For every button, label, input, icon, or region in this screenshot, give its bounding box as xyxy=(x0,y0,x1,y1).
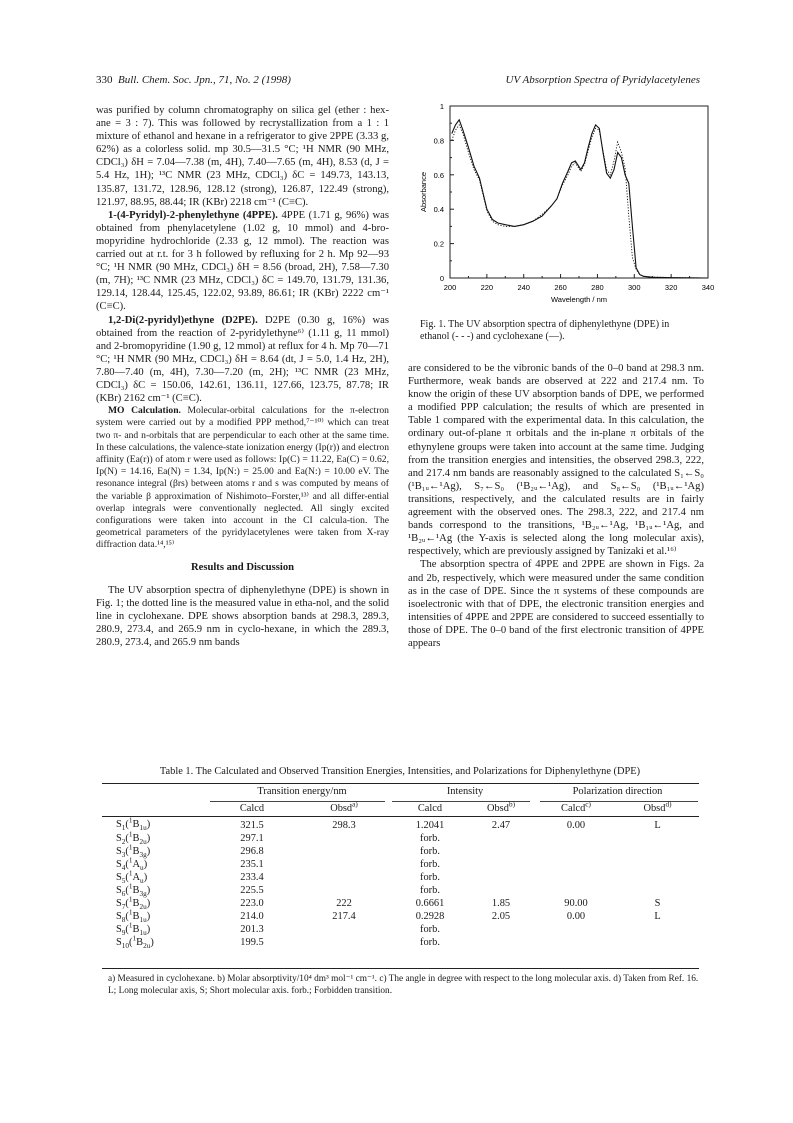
table-cell xyxy=(616,832,699,845)
table-cell xyxy=(616,845,699,858)
x-tick-label: 300 xyxy=(628,283,641,292)
paragraph: 1,2-Di(2-pyridyl)ethyne (D2PE). D2PE (0.30 g, 16%) was obtained from the reaction of 2-pyridylethyne⁶⁾ (1.11 g, 11 mmol) and 2-bromopyridine (1.90 g, 12 mmol) at reflux for 4 h. Mp 70—71 °C; ¹H NMR (90 MHz, CDCl₃) δH = 8.64 (dt, J = 5.0, 1.4 Hz, 2H), 7.80—7.40 (m, 4H), 7.30—7.20 (m, 2H); ¹³C NMR (23 MHz, CDCl₃) δC = 150.06, 142.61, 136.11, 127.66, 123.75, 87.78; IR (KBr) 2162 cm⁻¹ (C≡C). xyxy=(96,314,389,405)
column-group-header: Transition energy/nm xyxy=(257,786,347,797)
table-caption: Table 1. The Calculated and Observed Transition Energies, Intensities, and Polarizations for Diphenylethyne (DPE) xyxy=(159,766,641,777)
table-row xyxy=(102,897,699,910)
state-label: $S_5(^1A_u)$ xyxy=(116,869,148,886)
running-header xyxy=(96,74,700,86)
column-header: Calcd xyxy=(239,802,265,814)
table-cell xyxy=(294,884,394,897)
table-row xyxy=(102,845,699,858)
table-cell: forb. xyxy=(420,833,440,844)
table-cell xyxy=(536,832,616,845)
table-cell: forb. xyxy=(420,924,440,935)
table-cell: 0.00 xyxy=(566,911,586,922)
x-tick-label: 200 xyxy=(443,283,457,292)
table-cell: 1.2041 xyxy=(415,820,445,831)
section-title: Results and Discussion xyxy=(190,561,295,573)
x-tick-label: 340 xyxy=(701,283,715,292)
table-footnote: a) Measured in cyclohexane. b) Molar absorptivity/10⁴ dm³ mol⁻¹ cm⁻¹. c) The angle in degree with respect to the long molecular axis. d) Taken from Ref. 16. L; Long molecular axis, S; Short molecular axis. forb.; Forbidden transition. xyxy=(108,974,699,996)
table-row xyxy=(102,936,699,949)
plot-frame xyxy=(450,106,708,278)
table-cell: 2.05 xyxy=(491,911,511,922)
column-header: Obsd$^{a)}$ xyxy=(330,800,358,814)
y-tick-label: 0 xyxy=(439,274,444,283)
column-header: Obsd$^{b)}$ xyxy=(486,800,515,814)
section-run-in-heading: MO Calculation. xyxy=(108,405,181,417)
table-cell: S xyxy=(654,898,661,909)
cyclohexane-series-line xyxy=(452,120,708,278)
table-cell: L xyxy=(654,820,661,831)
table-bottom-rule xyxy=(102,968,699,969)
right-column xyxy=(408,362,704,650)
table-cell: 222 xyxy=(336,898,352,909)
table-cell xyxy=(536,923,616,936)
state-label: $S_2(^1B_{2u})$ xyxy=(116,830,151,847)
state-label: $S_7(^1B_{2u})$ xyxy=(116,895,151,912)
x-tick-label: 260 xyxy=(554,283,567,292)
column-group-header: Intensity xyxy=(446,786,484,797)
y-tick-label: 0.8 xyxy=(433,136,444,146)
table-cell: forb. xyxy=(420,937,440,948)
compound-heading: 1,2-Di(2-pyridyl)ethyne (D2PE). xyxy=(108,314,258,326)
table-cell: 217.4 xyxy=(332,911,356,922)
ethanol-series-line xyxy=(452,125,708,278)
running-title: UV Absorption Spectra of Pyridylacetylenes xyxy=(505,74,700,86)
table-cell xyxy=(616,936,699,949)
state-label: $S_6(^1B_{3g})$ xyxy=(116,882,151,899)
state-label: $S_9(^1B_{1u})$ xyxy=(116,921,151,938)
table-row xyxy=(102,832,699,845)
table-cell xyxy=(536,858,616,871)
table-cell xyxy=(466,884,536,897)
table-cell xyxy=(294,923,394,936)
column-header: Obsd$^{d)}$ xyxy=(643,800,672,814)
table-cell: 321.5 xyxy=(240,820,264,831)
table-sub-header-row xyxy=(102,800,699,816)
table-row xyxy=(102,884,699,897)
table-cell: 235.1 xyxy=(240,859,264,870)
y-tick-label: 0.6 xyxy=(433,170,444,180)
state-label: $S_1(^1B_{1u})$ xyxy=(116,816,151,832)
table-cell xyxy=(466,871,536,884)
table-cell xyxy=(616,884,699,897)
table-cell: 225.5 xyxy=(240,885,264,896)
state-label: $S_{10}(^1B_{2u})$ xyxy=(116,934,154,951)
table-cell xyxy=(536,845,616,858)
column-group-header: Polarization direction xyxy=(572,786,663,797)
figure-caption: Fig. 1. The UV absorption spectra of diphenylethyne (DPE) in ethanol (- - -) and cyclohexane (—). xyxy=(420,319,670,342)
table-cell xyxy=(536,884,616,897)
table-cell: forb. xyxy=(420,885,440,896)
page-number: 330 xyxy=(96,74,113,86)
table-row xyxy=(102,871,699,884)
table-cell xyxy=(616,923,699,936)
y-axis-label: Absorbance xyxy=(419,171,428,213)
table-cell xyxy=(294,832,394,845)
paragraph: are considered to be the vibronic bands of the 0–0 band at 298.3 nm. Furthermore, weak bands are observed at 222 and 217.4 nm. To know the origin of these UV absorption bands of DPE, we performed a modified PPP calculation; the results of which are presented in Table 1 compared with the experimental data. In this calculation, the ordinary out-of-plane π orbitals and the in-plane π orbitals of the ethynylene groups were taken into account at the same time. Judging from the transition energies and intensities, the observed 298.3, 222, and 217.4 nm bands are reasonably assigned to the calculated S₁←S₀ (¹B₁ᵤ←¹Ag), S₇←S₀ (¹B₂ᵤ←¹Ag), and S₈←S₀ (¹B₁ᵤ←¹Ag) transitions, respectively, and the calculated results are in fairly agreement with the observed ones. The 298.3, 222, and 217.4 nm bands correspond to the transitions, ¹B₂ᵤ←¹Ag, ¹B₁ᵤ←¹Ag, and ¹B₂ᵤ←¹Ag (the Y-axis is selected along the long molecular axis), respectively, which are previously assigned by Tanizaki et al.¹⁶⁾ xyxy=(408,363,704,558)
y-tick-label: 1 xyxy=(439,102,444,111)
table-cell xyxy=(294,936,394,949)
table-cell xyxy=(616,858,699,871)
uv-spectrum-chart xyxy=(412,98,715,320)
paragraph: The absorption spectra of 4PPE and 2PPE are shown in Figs. 2a and 2b, respectively, which were measured under the same condition as in the case of DPE. Since the π systems of these compounds are isoelectronic with that of DPE, the electronic transition energies and intensities of 4PPE and 2PPE are considered to succeed essentially to those of DPE. The 0–0 band of the first electronic transition of 4PPE appears xyxy=(408,559,704,649)
y-tick-label: 0.2 xyxy=(433,239,444,249)
table-cell xyxy=(536,936,616,949)
table-cell xyxy=(616,871,699,884)
y-tick-label: 0.4 xyxy=(433,205,444,215)
transition-table xyxy=(102,783,699,949)
table-row xyxy=(102,910,699,923)
table-cell: forb. xyxy=(420,872,440,883)
table-cell: forb. xyxy=(420,859,440,870)
table-cell xyxy=(294,871,394,884)
table-cell xyxy=(294,858,394,871)
x-tick-label: 240 xyxy=(517,283,530,292)
table-row xyxy=(102,923,699,936)
table-cell xyxy=(466,858,536,871)
state-label: $S_8(^1B_{1u})$ xyxy=(116,908,151,925)
x-tick-label: 320 xyxy=(664,283,678,292)
table-cell: 223.0 xyxy=(240,898,264,909)
table-cell: 199.5 xyxy=(240,937,264,948)
table-cell: 296.8 xyxy=(240,846,264,857)
table-cell: 233.4 xyxy=(240,872,264,883)
table-cell: 201.3 xyxy=(240,924,264,935)
state-label: $S_3(^1B_{3g})$ xyxy=(116,843,151,860)
paragraph: MO Calculation. Molecular-orbital calculations for the π-electron system were carried out by a modified PPP method,⁷⁻¹⁰⁾ which can treat two π- and n-orbitals that are perpendicular to each other at the same time. In these calculations, the valence-state ionization energy (Ip(r)) and electron affinity (Ea(r)) of atom r were used as follows: Ip(C) = 11.22, Ea(C) = 0.62, Ip(N) = 14.16, Ea(N) = 1.34, Ip(N:) = 25.00 and Ea(N:) = 10.00 eV. The resonance integral (βrs) between atoms r and s was computed by means of the variable β approximation of Nishimoto–Forster,¹³⁾ and all differ-ential overlap integrals were conventionally neglected. All singly excited configurations were taken into account in the CI calcula-tion. The geometrical parameters of the pyridylacetylenes were taken from X-ray diffraction data.¹⁴,¹⁵⁾ xyxy=(96,405,389,551)
column-header: Calcd xyxy=(417,802,443,814)
table-cell xyxy=(466,832,536,845)
table-cell: 90.00 xyxy=(564,898,588,909)
table-cell: 0.2928 xyxy=(415,911,445,922)
table-cell xyxy=(466,923,536,936)
table-cell: L xyxy=(654,911,661,922)
state-label: $S_4(^1A_u)$ xyxy=(116,856,148,873)
table-row xyxy=(102,816,699,832)
x-axis-label: Wavelength / nm xyxy=(551,295,607,304)
table-row xyxy=(102,858,699,871)
left-column xyxy=(96,104,389,649)
table-cell: 298.3 xyxy=(332,820,356,831)
table-cell: 0.6661 xyxy=(415,898,445,909)
table-cell: 0.00 xyxy=(566,820,586,831)
table-cell: 1.85 xyxy=(491,898,511,909)
table-cell: 297.1 xyxy=(240,833,264,844)
chart-series xyxy=(452,120,708,278)
journal-citation: Bull. Chem. Soc. Jpn., 71, No. 2 (1998) xyxy=(118,74,291,86)
table-group-header-row xyxy=(102,783,699,800)
table-cell xyxy=(536,871,616,884)
table-cell xyxy=(466,936,536,949)
table-cell: 214.0 xyxy=(240,911,264,922)
table-cell: 2.47 xyxy=(491,820,511,831)
x-tick-label: 220 xyxy=(480,283,494,292)
table-cell xyxy=(466,845,536,858)
paragraph: 1-(4-Pyridyl)-2-phenylethyne (4PPE). 4PPE (1.71 g, 96%) was obtained from phenylacetylene (1.02 g, 10 mmol) and 4-bro-mopyridine hydrochloride (2.33 g, 12 mmol). The reaction was carried out at r.t. for 3 h followed by refluxing for 2 h. Mp 92—93 °C; ¹H NMR (90 MHz, CDCl₃) δH = 8.56 (broad, 2H), 7.58—7.30 (m, 7H); ¹³C NMR (23 MHz, CDCl₃) δC = 149.70, 131.79, 131.36, 129.14, 128.44, 125.45, 122.02, 93.89, 86.61; IR (KBr) 2222 cm⁻¹ (C≡C). xyxy=(96,209,389,313)
paragraph: was purified by column chromatography on silica gel (ether : hex-ane = 3 : 7). This was followed by recrystallization from a 1 : 1 mixture of ethanol and hexane in a refrigerator to give 2PPE (3.33 g, 62%) as a colorless solid. mp 30.5—31.5 °C; ¹H NMR (90 MHz, CDCl₃) δH = 7.04—7.38 (m, 4H), 7.40—7.65 (m, 4H), 8.53 (d, J = 5.4 Hz, 1H); ¹³C NMR (23 MHz, CDCl₃) δC = 149.73, 143.13, 135.87, 131.72, 128.96, 128.12 (strong), 126.87, 122.49 (strong), 121.97, 88.95, 88.44; IR (KBr) 2218 cm⁻¹ (C≡C). xyxy=(96,105,389,208)
column-header: Calcd$^{c)}$ xyxy=(561,800,591,814)
table-cell: forb. xyxy=(420,846,440,857)
table-cell xyxy=(294,845,394,858)
x-tick-label: 280 xyxy=(591,283,604,292)
compound-heading: 1-(4-Pyridyl)-2-phenylethyne (4PPE). xyxy=(108,209,278,221)
paragraph: The UV absorption spectra of diphenylethyne (DPE) is shown in Fig. 1; the dotted line is the measured value in etha-nol, and the solid line in cyclohexane. DPE shows absorption bands at 298.3, 289.3, 280.9, 273.4, and 265.9 nm in cyclo-hexane, in which the 289.3, 280.9, 273.4, and 265.9 nm bands xyxy=(96,584,389,649)
